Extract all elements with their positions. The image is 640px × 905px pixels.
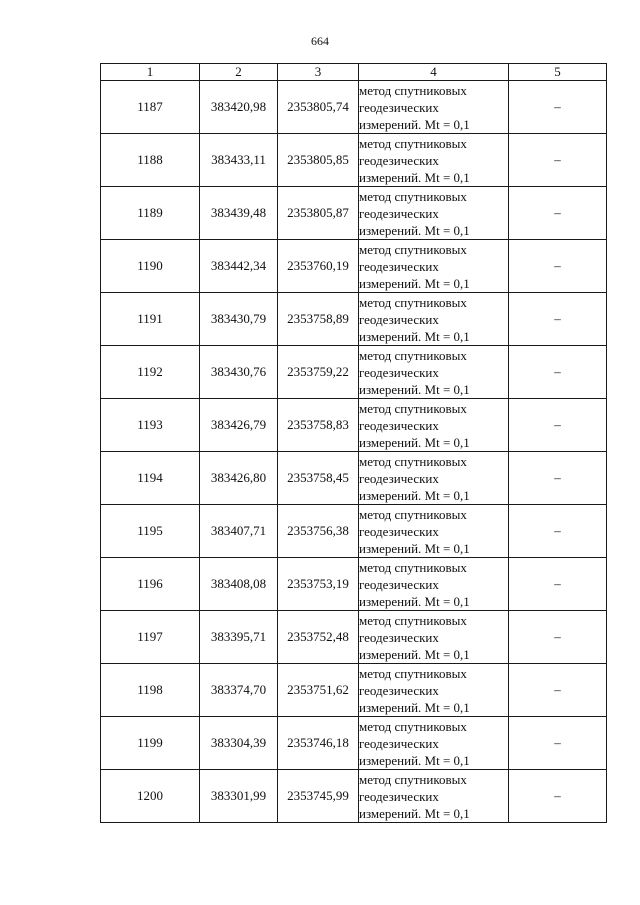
method-text-line: метод спутниковых [359,559,467,575]
column-header-3: 3 [278,64,359,81]
method-text-line: измерений. Mt = 0,1 [359,540,470,556]
x-coordinate-cell: 383442,34 [200,240,278,293]
method-cell [359,346,509,399]
point-number-cell: 1199 [101,717,200,770]
method-cell [359,187,509,240]
table-row [101,134,607,187]
table-row [101,717,607,770]
table-row [101,399,607,452]
note-cell: – [509,293,607,346]
method-text-line: метод спутниковых [359,771,467,787]
y-coordinate-cell: 2353746,18 [278,717,359,770]
note-cell: – [509,187,607,240]
method-text-line: метод спутниковых [359,718,467,734]
note-cell: – [509,664,607,717]
method-text-line: измерений. Mt = 0,1 [359,646,470,662]
method-text-line: измерений. Mt = 0,1 [359,487,470,503]
y-coordinate-cell: 2353756,38 [278,505,359,558]
point-number-cell: 1189 [101,187,200,240]
method-text-line: измерений. Mt = 0,1 [359,593,470,609]
point-number-cell: 1196 [101,558,200,611]
method-cell [359,240,509,293]
y-coordinate-cell: 2353758,83 [278,399,359,452]
method-text-line: измерений. Mt = 0,1 [359,434,470,450]
table-row [101,505,607,558]
table-row [101,611,607,664]
method-cell [359,134,509,187]
method-cell [359,293,509,346]
method-cell [359,399,509,452]
point-number-cell: 1193 [101,399,200,452]
method-text-line: метод спутниковых [359,188,467,204]
method-cell [359,81,509,134]
point-number-cell: 1198 [101,664,200,717]
method-cell [359,611,509,664]
method-text-line: геодезических [359,470,439,486]
method-text-line: геодезических [359,364,439,380]
y-coordinate-cell: 2353751,62 [278,664,359,717]
method-text-line: метод спутниковых [359,612,467,628]
note-cell: – [509,770,607,823]
method-text-line: геодезических [359,258,439,274]
note-cell: – [509,399,607,452]
x-coordinate-cell: 383301,99 [200,770,278,823]
point-number-cell: 1197 [101,611,200,664]
method-cell [359,452,509,505]
method-text-line: геодезических [359,311,439,327]
note-cell: – [509,240,607,293]
point-number-cell: 1187 [101,81,200,134]
method-text-line: геодезических [359,788,439,804]
method-text-line: метод спутниковых [359,82,467,98]
point-number-cell: 1190 [101,240,200,293]
method-text-line: метод спутниковых [359,347,467,363]
method-text-line: метод спутниковых [359,453,467,469]
table-row [101,558,607,611]
note-cell: – [509,505,607,558]
note-cell: – [509,558,607,611]
x-coordinate-cell: 383420,98 [200,81,278,134]
point-number-cell: 1192 [101,346,200,399]
x-coordinate-cell: 383426,80 [200,452,278,505]
y-coordinate-cell: 2353758,89 [278,293,359,346]
point-number-cell: 1195 [101,505,200,558]
method-text-line: метод спутниковых [359,135,467,151]
note-cell: – [509,452,607,505]
x-coordinate-cell: 383395,71 [200,611,278,664]
table-row [101,81,607,134]
note-cell: – [509,717,607,770]
table-row [101,187,607,240]
x-coordinate-cell: 383304,39 [200,717,278,770]
column-header-2: 2 [200,64,278,81]
method-text-line: измерений. Mt = 0,1 [359,752,470,768]
method-text-line: геодезических [359,152,439,168]
point-number-cell: 1188 [101,134,200,187]
note-cell: – [509,134,607,187]
method-text-line: измерений. Mt = 0,1 [359,699,470,715]
method-text-line: геодезических [359,735,439,751]
method-cell [359,505,509,558]
x-coordinate-cell: 383430,79 [200,293,278,346]
method-text-line: измерений. Mt = 0,1 [359,328,470,344]
x-coordinate-cell: 383426,79 [200,399,278,452]
note-cell: – [509,81,607,134]
y-coordinate-cell: 2353805,85 [278,134,359,187]
table-row [101,770,607,823]
coordinates-table [100,63,607,823]
method-cell [359,558,509,611]
page-number: 664 [311,34,329,48]
column-header-4: 4 [359,64,509,81]
y-coordinate-cell: 2353758,45 [278,452,359,505]
column-header-5: 5 [509,64,607,81]
point-number-cell: 1200 [101,770,200,823]
method-cell [359,717,509,770]
method-text-line: геодезических [359,99,439,115]
x-coordinate-cell: 383439,48 [200,187,278,240]
method-text-line: метод спутниковых [359,294,467,310]
method-text-line: геодезических [359,205,439,221]
x-coordinate-cell: 383433,11 [200,134,278,187]
method-text-line: измерений. Mt = 0,1 [359,169,470,185]
method-text-line: измерений. Mt = 0,1 [359,805,470,821]
y-coordinate-cell: 2353753,19 [278,558,359,611]
table-body [101,81,607,823]
table-row [101,664,607,717]
x-coordinate-cell: 383430,76 [200,346,278,399]
point-number-cell: 1191 [101,293,200,346]
point-number-cell: 1194 [101,452,200,505]
method-text-line: геодезических [359,629,439,645]
method-text-line: геодезических [359,682,439,698]
method-text-line: геодезических [359,523,439,539]
y-coordinate-cell: 2353752,48 [278,611,359,664]
table-row [101,293,607,346]
note-cell: – [509,346,607,399]
method-cell [359,664,509,717]
x-coordinate-cell: 383408,08 [200,558,278,611]
method-text-line: метод спутниковых [359,665,467,681]
table-row [101,452,607,505]
method-cell [359,770,509,823]
table-row [101,240,607,293]
y-coordinate-cell: 2353745,99 [278,770,359,823]
y-coordinate-cell: 2353760,19 [278,240,359,293]
note-cell: – [509,611,607,664]
table-header-row [101,64,607,81]
y-coordinate-cell: 2353759,22 [278,346,359,399]
method-text-line: измерений. Mt = 0,1 [359,222,470,238]
method-text-line: измерений. Mt = 0,1 [359,381,470,397]
method-text-line: метод спутниковых [359,506,467,522]
y-coordinate-cell: 2353805,87 [278,187,359,240]
y-coordinate-cell: 2353805,74 [278,81,359,134]
method-text-line: геодезических [359,576,439,592]
method-text-line: метод спутниковых [359,241,467,257]
method-text-line: измерений. Mt = 0,1 [359,275,470,291]
x-coordinate-cell: 383407,71 [200,505,278,558]
method-text-line: метод спутниковых [359,400,467,416]
method-text-line: геодезических [359,417,439,433]
method-text-line: измерений. Mt = 0,1 [359,116,470,132]
x-coordinate-cell: 383374,70 [200,664,278,717]
column-header-1: 1 [101,64,200,81]
table-row [101,346,607,399]
